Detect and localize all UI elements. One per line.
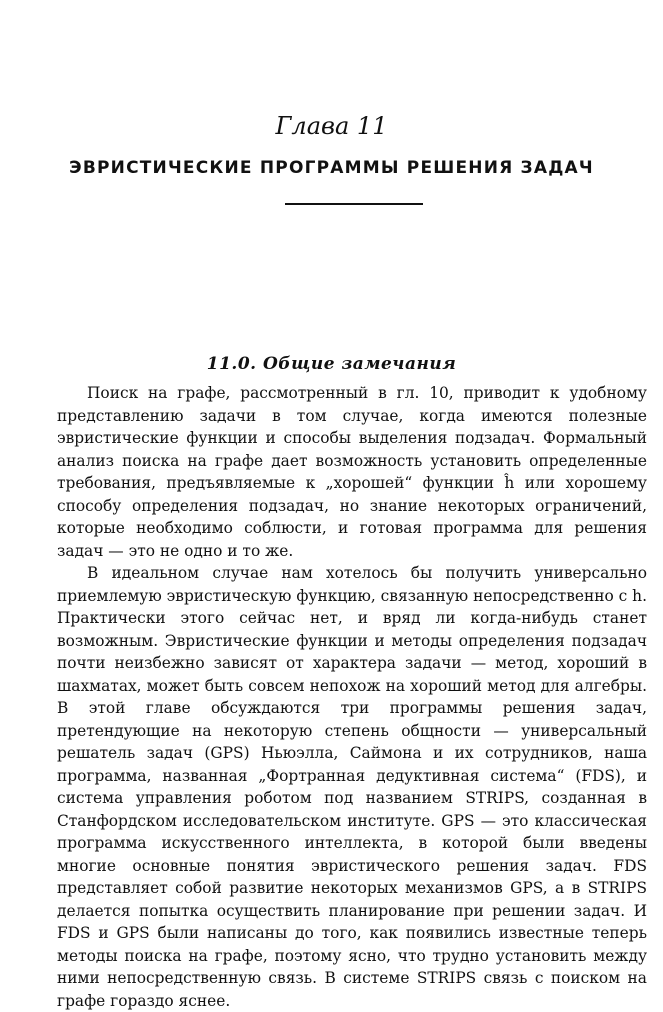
paragraph-2: В идеальном случае нам хотелось бы получить универсально приемлемую эвристическую функцию, связанную непосредственно с h. Практически этого сейчас нет, и вряд ли когда-нибудь станет возможным. Эвристические функции и методы определения подзадач почти неизбежно зависят от характера задачи — метод, хороший в шахматах, может быть совсем непохож на хороший метод для алгебры. В этой главе обсуждаются три программы решения задач, претендующие на некоторую степень общности — универсальный решатель задач (GPS) Ньюэлла, Саймона и их сотрудников, наша программа, названная „Фортранная дедуктивная система“ (FDS), и система управления роботом под названием STRIPS, созданная в Станфордском исследовательском институте. GPS — это классическая программа искусственного интеллекта, в которой были введены многие основные понятия эвристического решения задач. FDS представляет собой развитие некоторых механизмов GPS, а в STRIPS делается попытка осуществить планирование при решении задач. И FDS и GPS были написаны до того, как появились известные теперь методы поиска на графе, поэтому ясно, что трудно установить между ними непосредственную связь. В системе STRIPS связь с поиском на графе гораздо яснее.: [57, 564, 647, 1010]
chapter-label: Глава 11: [275, 112, 388, 140]
title-divider: [285, 203, 423, 205]
chapter-title: ЭВРИСТИЧЕСКИЕ ПРОГРАММЫ РЕШЕНИЯ ЗАДАЧ: [69, 158, 594, 178]
paragraph-1: Поиск на графе, рассмотренный в гл. 10, приводит к удобному представлению задачи в том случае, когда имеются полезные эвристические функции и способы выделения подзадач. Формальный анализ поиска на графе дает возможность установить определенные требования, предъявляемые к „хорошей“ функции ĥ или хорошему способу определения подзадач, но знание некоторых ограничений, которые необходимо соблюсти, и готовая программа для решения задач — это не одно и то же.: [57, 384, 647, 560]
body-text: [57, 382, 647, 1012]
section-heading: 11.0. Общие замечания: [206, 354, 457, 374]
